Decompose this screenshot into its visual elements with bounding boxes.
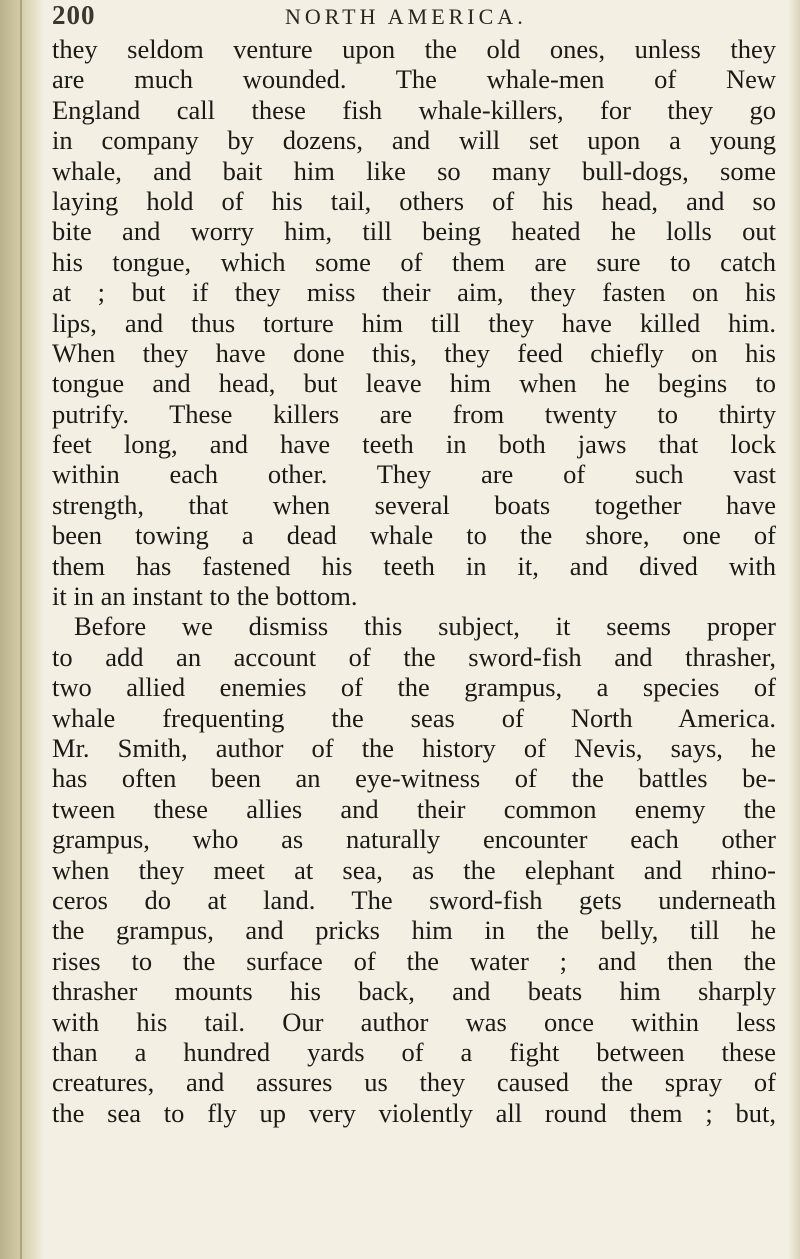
text-line: ceros do at land. The sword-fish gets underneath	[52, 884, 776, 915]
text-line: rises to the surface of the water ; and then the	[52, 945, 776, 976]
text-line: whale frequenting the seas of North America.	[52, 702, 776, 733]
text-line: it in an instant to the bottom.	[52, 581, 358, 612]
text-line: tween these allies and their common enemy the	[52, 793, 776, 824]
text-line: whale, and bait him like so many bull-dogs, some	[52, 155, 776, 186]
text-line: at ; but if they miss their aim, they fasten on his	[52, 277, 776, 308]
text-line: feet long, and have teeth in both jaws that lock	[52, 429, 776, 460]
text-line: lips, and thus torture him till they have killed him.	[52, 307, 776, 338]
text-line: within each other. They are of such vast	[52, 459, 776, 490]
text-line: in company by dozens, and will set upon a young	[52, 125, 776, 156]
text-line: been towing a dead whale to the shore, one of	[52, 520, 776, 551]
text-line: with his tail. Our author was once within less	[52, 1006, 776, 1037]
text-line: Mr. Smith, author of the history of Nevis, says, he	[52, 732, 776, 763]
text-line: when they meet at sea, as the elephant and rhino-	[52, 854, 776, 885]
page-header	[52, 0, 772, 34]
text-line: laying hold of his tail, others of his head, and so	[52, 185, 776, 216]
text-line: has often been an eye-witness of the battles be-	[52, 763, 776, 794]
page-binding-edge	[0, 0, 44, 1259]
text-line: are much wounded. The whale-men of New	[52, 64, 776, 95]
text-line: them has fastened his teeth in it, and dived with	[52, 550, 776, 581]
page-right-edge-shadow	[788, 0, 800, 1259]
text-line: creatures, and assures us they caused the spray of	[52, 1067, 776, 1098]
text-line: the sea to fly up very violently all round them ; but,	[52, 1097, 776, 1128]
text-line: the grampus, and pricks him in the belly, till he	[52, 915, 776, 946]
text-line: grampus, who as naturally encounter each other	[52, 824, 776, 855]
text-line: than a hundred yards of a fight between these	[52, 1036, 776, 1067]
text-line: putrify. These killers are from twenty to thirty	[52, 398, 776, 429]
running-head: NORTH AMERICA.	[285, 4, 527, 29]
text-line: two allied enemies of the grampus, a species of	[52, 672, 776, 703]
paragraph-start-line: Before we dismiss this subject, it seems proper	[74, 611, 776, 642]
text-line: strength, that when several boats together have	[52, 489, 776, 520]
text-line: bite and worry him, till being heated he lolls out	[52, 216, 776, 247]
text-line: to add an account of the sword-fish and thrasher,	[52, 641, 776, 672]
text-line: thrasher mounts his back, and beats him sharply	[52, 976, 776, 1007]
body-text	[52, 34, 776, 1128]
text-line: tongue and head, but leave him when he begins to	[52, 368, 776, 399]
text-line: When they have done this, they feed chiefly on his	[52, 337, 776, 368]
text-line: his tongue, which some of them are sure to catch	[52, 246, 776, 277]
text-line: England call these fish whale-killers, for they go	[52, 94, 776, 125]
page-number: 200	[52, 0, 96, 30]
text-line: they seldom venture upon the old ones, unless they	[52, 34, 776, 64]
